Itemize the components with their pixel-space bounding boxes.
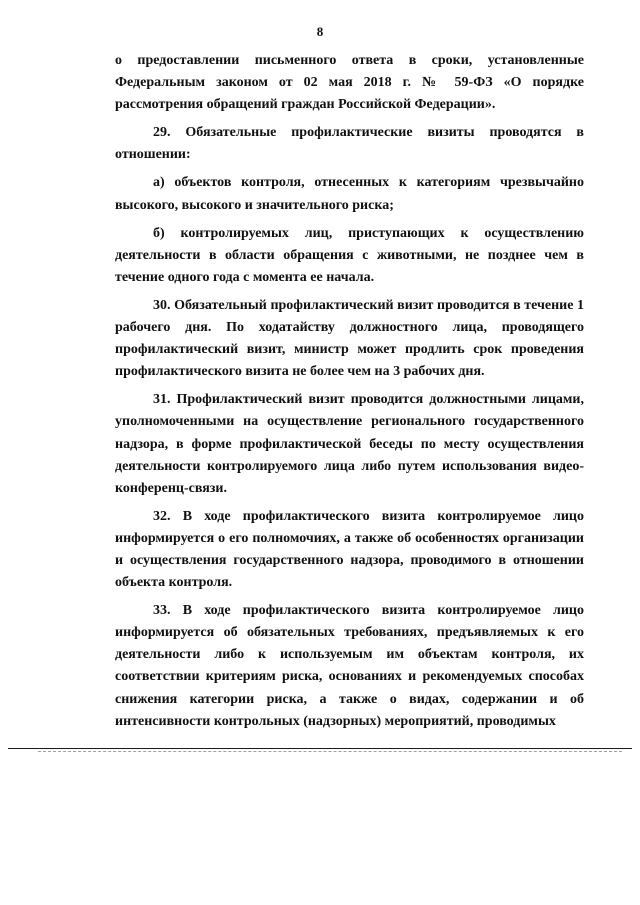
paragraph-31: 31. Профилактический визит проводится должностными лицами, уполномоченными на осуществление регионального государственного надзора, в форме профилактической беседы по месту осуществления деятельности контролируемого лица либо путем использования видео-конференц-связи. [115,392,584,496]
paragraph-continuation: о предоставлении письменного ответа в сроки, установленные Федеральным законом от 02 мая 2018 г. № 59-ФЗ «О порядке рассмотрения обращений граждан Российской Федерации». [115,53,584,113]
paragraph-29: 29. Обязательные профилактические визиты проводятся в отношении: [115,125,584,163]
page-number: 8 [316,24,324,39]
document-body [115,50,584,733]
paragraph-32: 32. В ходе профилактического визита контролируемое лицо информируется о его полномочиях, а также об особенностях организации и осуществления государственного надзора, проводимого в отношении объекта контроля. [115,508,584,591]
paragraph-30: 30. Обязательный профилактический визит проводится в течение 1 рабочего дня. По ходатайству должностного лица, проводящего профилактический визит, министр может продлить срок проведения профилактического визита не более чем на 3 рабочих дня. [115,297,584,380]
paragraph-33: 33. В ходе профилактического визита контролируемое лицо информируется об обязательных требованиях, предъявляемых к его деятельности либо к используемым им объектам контроля, их соответствии критериям риска, основаниях и рекомендуемых способах снижения категории риска, а также о видах, содержании и об интенсивности контрольных (надзорных) мероприятий, проводимых [115,603,584,729]
paragraph-29a: а) объектов контроля, отнесенных к категориям чрезвычайно высокого, высокого и значительного риска; [115,175,584,213]
page-bottom-rule [8,748,632,749]
paragraph-29b: б) контролируемых лиц, приступающих к осуществлению деятельности в области обращения с животными, не позднее чем в течение одного года с момента ее начала. [115,225,584,285]
